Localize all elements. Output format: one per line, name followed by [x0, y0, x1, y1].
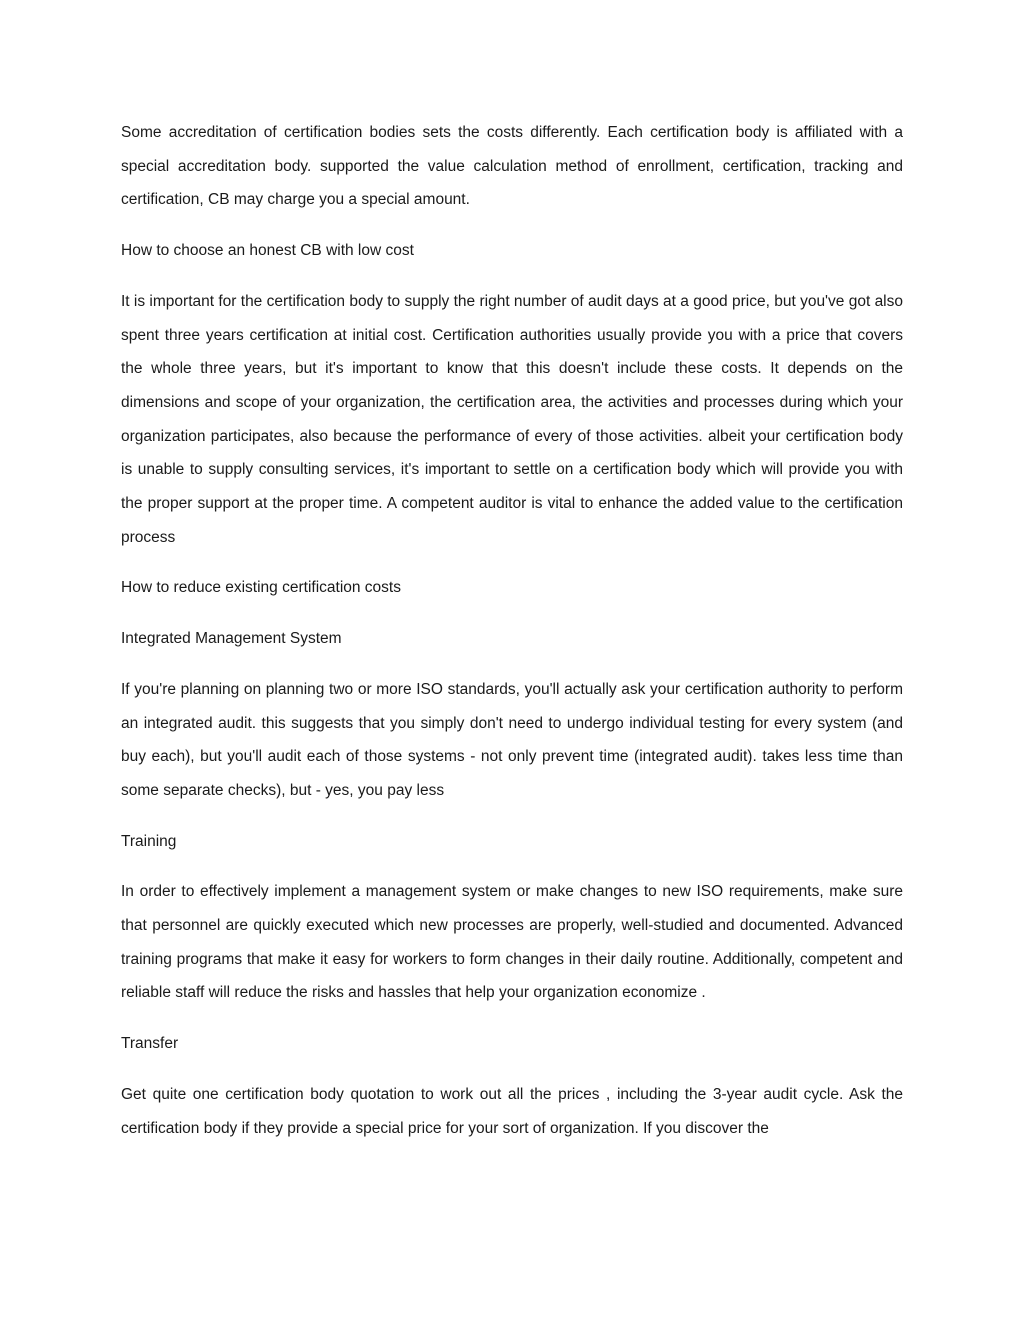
heading-integrated-management-system: Integrated Management System	[121, 630, 342, 648]
document-page	[121, 116, 903, 1145]
paragraph-audit-days: It is important for the certification body to supply the right number of audit days at a good price, but you've got also spent three years certification at initial cost. Certification authorities usually provide you with a price that covers the whole three years, but it's important to know that this doesn't include these costs. It depends on the dimensions and scope of your organization, the certification area, the activities and processes during which your organization participates, also because the performance of every of those activities. albeit your certification body is unable to supply consulting services, it's important to settle on a certification body which will provide you with the proper support at the proper time. A competent auditor is vital to enhance the added value to the certification process	[121, 292, 903, 546]
paragraph-integrated-audit: If you're planning on planning two or more ISO standards, you'll actually ask your certification authority to perform an integrated audit. this suggests that you simply don't need to undergo individual testing for every system (and buy each), but you'll audit each of those systems - not only prevent time (integrated audit). takes less time than some separate checks), but - yes, you pay less	[121, 680, 903, 799]
heading-training: Training	[121, 832, 177, 850]
heading-transfer: Transfer	[121, 1035, 179, 1053]
paragraph-training: In order to effectively implement a management system or make changes to new ISO requirements, make sure that personnel are quickly executed which new processes are properly, well-studied and documented. Advanced training programs that make it easy for workers to form changes in their daily routine. Additionally, competent and reliable staff will reduce the risks and hassles that help your organization economize .	[121, 883, 903, 1002]
heading-choose-cb: How to choose an honest CB with low cost	[121, 242, 414, 260]
paragraph-accreditation-costs: Some accreditation of certification bodies sets the costs differently. Each certification body is affiliated with a special accreditation body. supported the value calculation method of enrollment, certification, tracking and certification, CB may charge you a special amount.	[121, 124, 903, 209]
heading-reduce-costs: How to reduce existing certification costs	[121, 579, 401, 597]
paragraph-transfer: Get quite one certification body quotation to work out all the prices , including the 3-year audit cycle. Ask the certification body if they provide a special price for your sort of organization. If you discover the	[121, 1085, 903, 1137]
